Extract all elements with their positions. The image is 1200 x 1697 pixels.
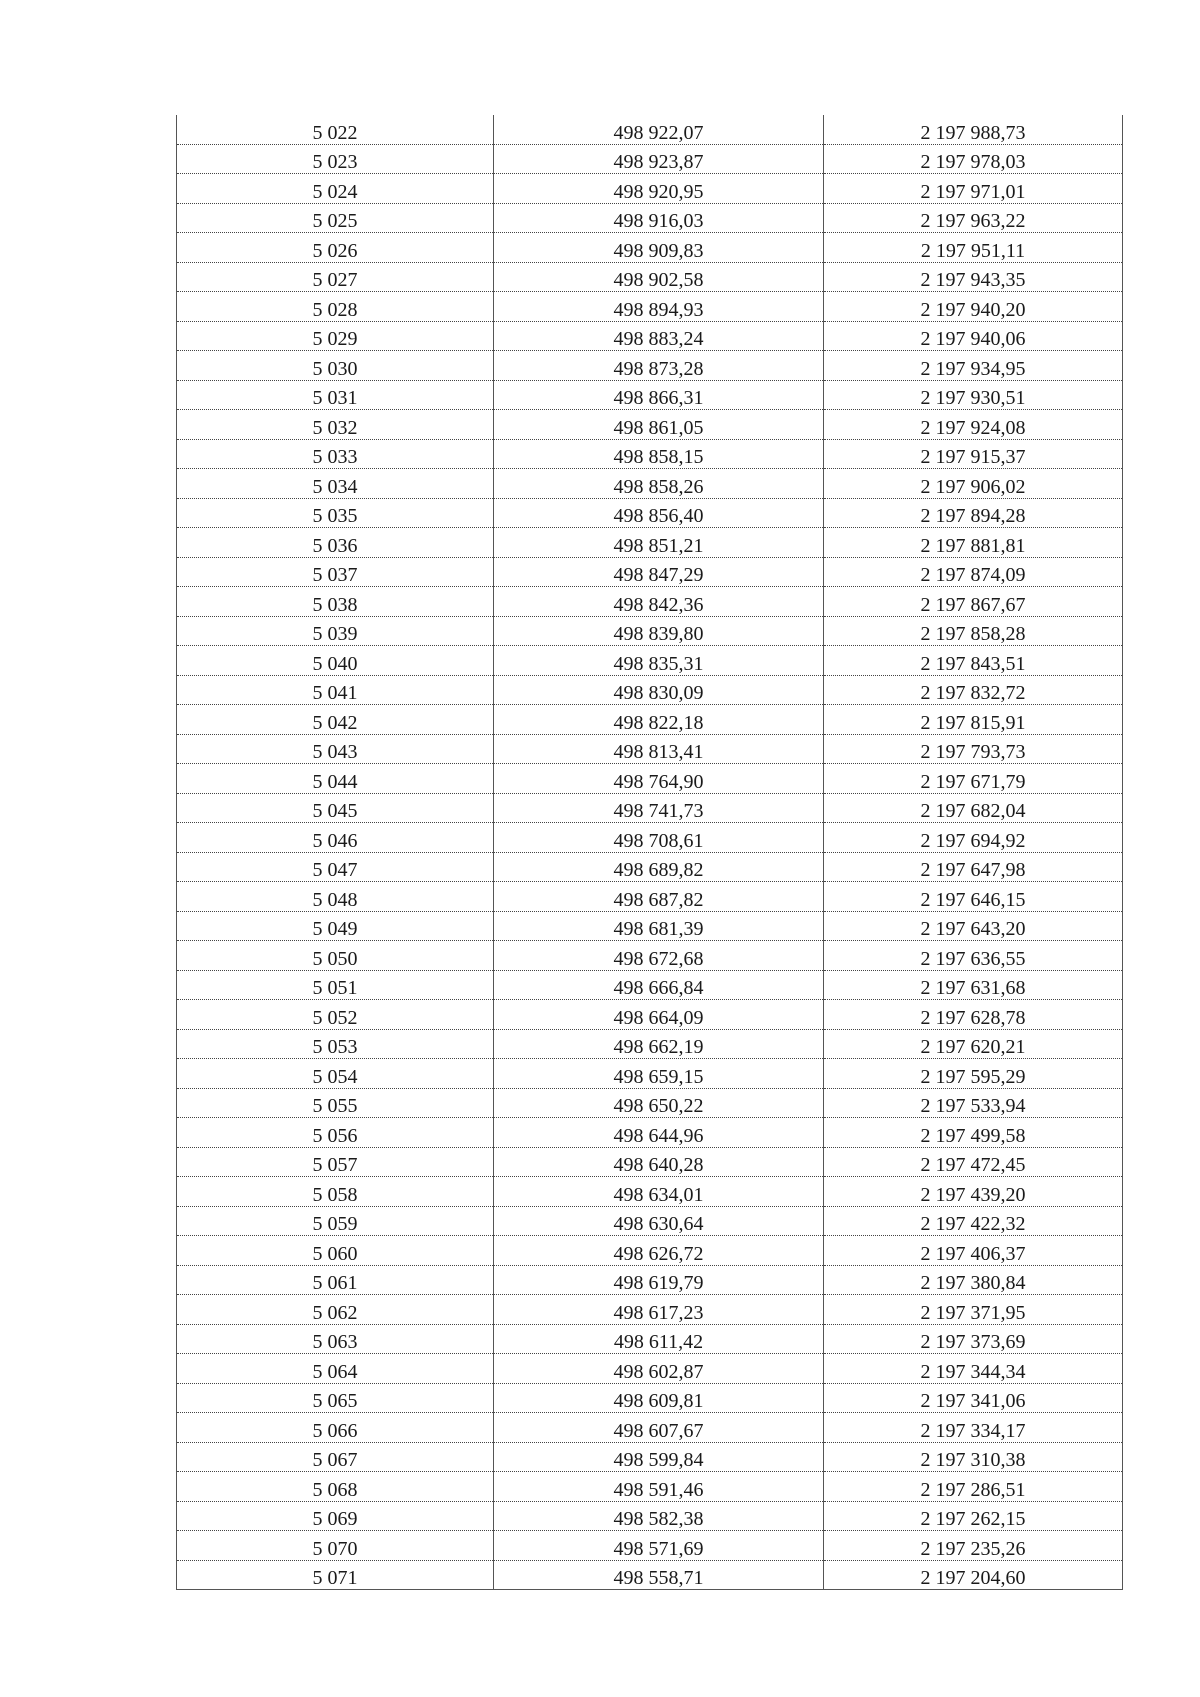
x-coordinate-cell: 498 582,38 [494, 1501, 824, 1531]
table-row [177, 1265, 1123, 1295]
y-coordinate-cell: 2 197 373,69 [824, 1324, 1123, 1354]
x-coordinate-cell: 498 689,82 [494, 852, 824, 882]
x-coordinate-cell: 498 839,80 [494, 616, 824, 646]
point-number-cell: 5 051 [177, 970, 494, 1000]
x-coordinate-cell: 498 813,41 [494, 734, 824, 764]
table-row [177, 1413, 1123, 1443]
y-coordinate-cell: 2 197 595,29 [824, 1059, 1123, 1089]
point-number-cell: 5 024 [177, 174, 494, 204]
x-coordinate-cell: 498 626,72 [494, 1236, 824, 1266]
table-row [177, 1383, 1123, 1413]
table-row [177, 1501, 1123, 1531]
point-number-cell: 5 066 [177, 1413, 494, 1443]
point-number-cell: 5 064 [177, 1354, 494, 1384]
point-number-cell: 5 046 [177, 823, 494, 853]
table-row [177, 1029, 1123, 1059]
x-coordinate-cell: 498 873,28 [494, 351, 824, 381]
table-row [177, 1354, 1123, 1384]
x-coordinate-cell: 498 662,19 [494, 1029, 824, 1059]
point-number-cell: 5 058 [177, 1177, 494, 1207]
x-coordinate-cell: 498 599,84 [494, 1442, 824, 1472]
point-number-cell: 5 043 [177, 734, 494, 764]
y-coordinate-cell: 2 197 499,58 [824, 1118, 1123, 1148]
x-coordinate-cell: 498 866,31 [494, 380, 824, 410]
table-row [177, 498, 1123, 528]
point-number-cell: 5 062 [177, 1295, 494, 1325]
point-number-cell: 5 044 [177, 764, 494, 794]
y-coordinate-cell: 2 197 643,20 [824, 911, 1123, 941]
table-row [177, 1324, 1123, 1354]
x-coordinate-cell: 498 835,31 [494, 646, 824, 676]
x-coordinate-cell: 498 909,83 [494, 233, 824, 263]
x-coordinate-cell: 498 902,58 [494, 262, 824, 292]
y-coordinate-cell: 2 197 371,95 [824, 1295, 1123, 1325]
table-row [177, 351, 1123, 381]
y-coordinate-cell: 2 197 341,06 [824, 1383, 1123, 1413]
table-row [177, 1147, 1123, 1177]
y-coordinate-cell: 2 197 881,81 [824, 528, 1123, 558]
point-number-cell: 5 057 [177, 1147, 494, 1177]
point-number-cell: 5 070 [177, 1531, 494, 1561]
table-row [177, 764, 1123, 794]
table-row [177, 469, 1123, 499]
y-coordinate-cell: 2 197 344,34 [824, 1354, 1123, 1384]
table-row [177, 587, 1123, 617]
point-number-cell: 5 069 [177, 1501, 494, 1531]
y-coordinate-cell: 2 197 647,98 [824, 852, 1123, 882]
y-coordinate-cell: 2 197 971,01 [824, 174, 1123, 204]
point-number-cell: 5 045 [177, 793, 494, 823]
point-number-cell: 5 071 [177, 1560, 494, 1590]
x-coordinate-cell: 498 916,03 [494, 203, 824, 233]
x-coordinate-cell: 498 630,64 [494, 1206, 824, 1236]
point-number-cell: 5 054 [177, 1059, 494, 1089]
x-coordinate-cell: 498 687,82 [494, 882, 824, 912]
y-coordinate-cell: 2 197 978,03 [824, 144, 1123, 174]
table-row [177, 793, 1123, 823]
x-coordinate-cell: 498 856,40 [494, 498, 824, 528]
x-coordinate-cell: 498 617,23 [494, 1295, 824, 1325]
x-coordinate-cell: 498 619,79 [494, 1265, 824, 1295]
table-row [177, 174, 1123, 204]
table-row [177, 882, 1123, 912]
x-coordinate-cell: 498 851,21 [494, 528, 824, 558]
table-row [177, 1059, 1123, 1089]
x-coordinate-cell: 498 741,73 [494, 793, 824, 823]
table-row [177, 203, 1123, 233]
point-number-cell: 5 029 [177, 321, 494, 351]
y-coordinate-cell: 2 197 380,84 [824, 1265, 1123, 1295]
y-coordinate-cell: 2 197 832,72 [824, 675, 1123, 705]
point-number-cell: 5 068 [177, 1472, 494, 1502]
y-coordinate-cell: 2 197 906,02 [824, 469, 1123, 499]
x-coordinate-cell: 498 764,90 [494, 764, 824, 794]
point-number-cell: 5 034 [177, 469, 494, 499]
table-row [177, 410, 1123, 440]
x-coordinate-cell: 498 920,95 [494, 174, 824, 204]
y-coordinate-cell: 2 197 924,08 [824, 410, 1123, 440]
point-number-cell: 5 033 [177, 439, 494, 469]
point-number-cell: 5 041 [177, 675, 494, 705]
point-number-cell: 5 050 [177, 941, 494, 971]
table-row [177, 292, 1123, 322]
y-coordinate-cell: 2 197 843,51 [824, 646, 1123, 676]
y-coordinate-cell: 2 197 235,26 [824, 1531, 1123, 1561]
x-coordinate-cell: 498 847,29 [494, 557, 824, 587]
table-row [177, 557, 1123, 587]
y-coordinate-cell: 2 197 646,15 [824, 882, 1123, 912]
table-row [177, 1177, 1123, 1207]
table-row [177, 115, 1123, 144]
y-coordinate-cell: 2 197 694,92 [824, 823, 1123, 853]
y-coordinate-cell: 2 197 533,94 [824, 1088, 1123, 1118]
y-coordinate-cell: 2 197 934,95 [824, 351, 1123, 381]
coordinates-table [176, 115, 1123, 1590]
point-number-cell: 5 052 [177, 1000, 494, 1030]
x-coordinate-cell: 498 634,01 [494, 1177, 824, 1207]
table-row [177, 1531, 1123, 1561]
y-coordinate-cell: 2 197 472,45 [824, 1147, 1123, 1177]
table-row [177, 528, 1123, 558]
x-coordinate-cell: 498 842,36 [494, 587, 824, 617]
x-coordinate-cell: 498 644,96 [494, 1118, 824, 1148]
y-coordinate-cell: 2 197 874,09 [824, 557, 1123, 587]
x-coordinate-cell: 498 571,69 [494, 1531, 824, 1561]
point-number-cell: 5 055 [177, 1088, 494, 1118]
x-coordinate-cell: 498 681,39 [494, 911, 824, 941]
table-row [177, 823, 1123, 853]
x-coordinate-cell: 498 659,15 [494, 1059, 824, 1089]
point-number-cell: 5 048 [177, 882, 494, 912]
x-coordinate-cell: 498 894,93 [494, 292, 824, 322]
y-coordinate-cell: 2 197 793,73 [824, 734, 1123, 764]
table-row [177, 1088, 1123, 1118]
table-row [177, 1295, 1123, 1325]
x-coordinate-cell: 498 591,46 [494, 1472, 824, 1502]
x-coordinate-cell: 498 650,22 [494, 1088, 824, 1118]
y-coordinate-cell: 2 197 682,04 [824, 793, 1123, 823]
y-coordinate-cell: 2 197 406,37 [824, 1236, 1123, 1266]
point-number-cell: 5 065 [177, 1383, 494, 1413]
coordinates-table-body [177, 115, 1123, 1590]
y-coordinate-cell: 2 197 439,20 [824, 1177, 1123, 1207]
table-row [177, 1118, 1123, 1148]
y-coordinate-cell: 2 197 671,79 [824, 764, 1123, 794]
x-coordinate-cell: 498 611,42 [494, 1324, 824, 1354]
point-number-cell: 5 037 [177, 557, 494, 587]
point-number-cell: 5 031 [177, 380, 494, 410]
y-coordinate-cell: 2 197 858,28 [824, 616, 1123, 646]
y-coordinate-cell: 2 197 628,78 [824, 1000, 1123, 1030]
y-coordinate-cell: 2 197 940,06 [824, 321, 1123, 351]
table-row [177, 321, 1123, 351]
point-number-cell: 5 035 [177, 498, 494, 528]
x-coordinate-cell: 498 672,68 [494, 941, 824, 971]
point-number-cell: 5 049 [177, 911, 494, 941]
point-number-cell: 5 028 [177, 292, 494, 322]
table-row [177, 1442, 1123, 1472]
y-coordinate-cell: 2 197 915,37 [824, 439, 1123, 469]
table-row [177, 1560, 1123, 1590]
table-row [177, 646, 1123, 676]
table-row [177, 941, 1123, 971]
table-row [177, 734, 1123, 764]
x-coordinate-cell: 498 664,09 [494, 1000, 824, 1030]
y-coordinate-cell: 2 197 963,22 [824, 203, 1123, 233]
y-coordinate-cell: 2 197 631,68 [824, 970, 1123, 1000]
table-row [177, 1206, 1123, 1236]
point-number-cell: 5 056 [177, 1118, 494, 1148]
table-row [177, 1000, 1123, 1030]
point-number-cell: 5 039 [177, 616, 494, 646]
point-number-cell: 5 030 [177, 351, 494, 381]
x-coordinate-cell: 498 923,87 [494, 144, 824, 174]
y-coordinate-cell: 2 197 204,60 [824, 1560, 1123, 1590]
table-row [177, 233, 1123, 263]
x-coordinate-cell: 498 602,87 [494, 1354, 824, 1384]
x-coordinate-cell: 498 922,07 [494, 115, 824, 144]
y-coordinate-cell: 2 197 636,55 [824, 941, 1123, 971]
y-coordinate-cell: 2 197 620,21 [824, 1029, 1123, 1059]
point-number-cell: 5 060 [177, 1236, 494, 1266]
point-number-cell: 5 027 [177, 262, 494, 292]
table-row [177, 439, 1123, 469]
point-number-cell: 5 063 [177, 1324, 494, 1354]
y-coordinate-cell: 2 197 943,35 [824, 262, 1123, 292]
point-number-cell: 5 047 [177, 852, 494, 882]
point-number-cell: 5 036 [177, 528, 494, 558]
y-coordinate-cell: 2 197 286,51 [824, 1472, 1123, 1502]
table-row [177, 705, 1123, 735]
table-row [177, 616, 1123, 646]
x-coordinate-cell: 498 708,61 [494, 823, 824, 853]
y-coordinate-cell: 2 197 262,15 [824, 1501, 1123, 1531]
point-number-cell: 5 025 [177, 203, 494, 233]
y-coordinate-cell: 2 197 940,20 [824, 292, 1123, 322]
y-coordinate-cell: 2 197 334,17 [824, 1413, 1123, 1443]
point-number-cell: 5 032 [177, 410, 494, 440]
point-number-cell: 5 053 [177, 1029, 494, 1059]
x-coordinate-cell: 498 822,18 [494, 705, 824, 735]
x-coordinate-cell: 498 883,24 [494, 321, 824, 351]
point-number-cell: 5 022 [177, 115, 494, 144]
x-coordinate-cell: 498 858,26 [494, 469, 824, 499]
x-coordinate-cell: 498 607,67 [494, 1413, 824, 1443]
y-coordinate-cell: 2 197 310,38 [824, 1442, 1123, 1472]
table-row [177, 675, 1123, 705]
x-coordinate-cell: 498 861,05 [494, 410, 824, 440]
y-coordinate-cell: 2 197 894,28 [824, 498, 1123, 528]
point-number-cell: 5 061 [177, 1265, 494, 1295]
table-row [177, 970, 1123, 1000]
y-coordinate-cell: 2 197 930,51 [824, 380, 1123, 410]
y-coordinate-cell: 2 197 815,91 [824, 705, 1123, 735]
x-coordinate-cell: 498 640,28 [494, 1147, 824, 1177]
x-coordinate-cell: 498 609,81 [494, 1383, 824, 1413]
table-row [177, 262, 1123, 292]
table-row [177, 1472, 1123, 1502]
table-row [177, 1236, 1123, 1266]
y-coordinate-cell: 2 197 422,32 [824, 1206, 1123, 1236]
point-number-cell: 5 026 [177, 233, 494, 263]
point-number-cell: 5 023 [177, 144, 494, 174]
point-number-cell: 5 038 [177, 587, 494, 617]
x-coordinate-cell: 498 558,71 [494, 1560, 824, 1590]
x-coordinate-cell: 498 858,15 [494, 439, 824, 469]
x-coordinate-cell: 498 666,84 [494, 970, 824, 1000]
y-coordinate-cell: 2 197 867,67 [824, 587, 1123, 617]
table-row [177, 380, 1123, 410]
table-row [177, 911, 1123, 941]
y-coordinate-cell: 2 197 988,73 [824, 115, 1123, 144]
point-number-cell: 5 059 [177, 1206, 494, 1236]
point-number-cell: 5 040 [177, 646, 494, 676]
table-row [177, 144, 1123, 174]
x-coordinate-cell: 498 830,09 [494, 675, 824, 705]
point-number-cell: 5 067 [177, 1442, 494, 1472]
point-number-cell: 5 042 [177, 705, 494, 735]
table-row [177, 852, 1123, 882]
y-coordinate-cell: 2 197 951,11 [824, 233, 1123, 263]
